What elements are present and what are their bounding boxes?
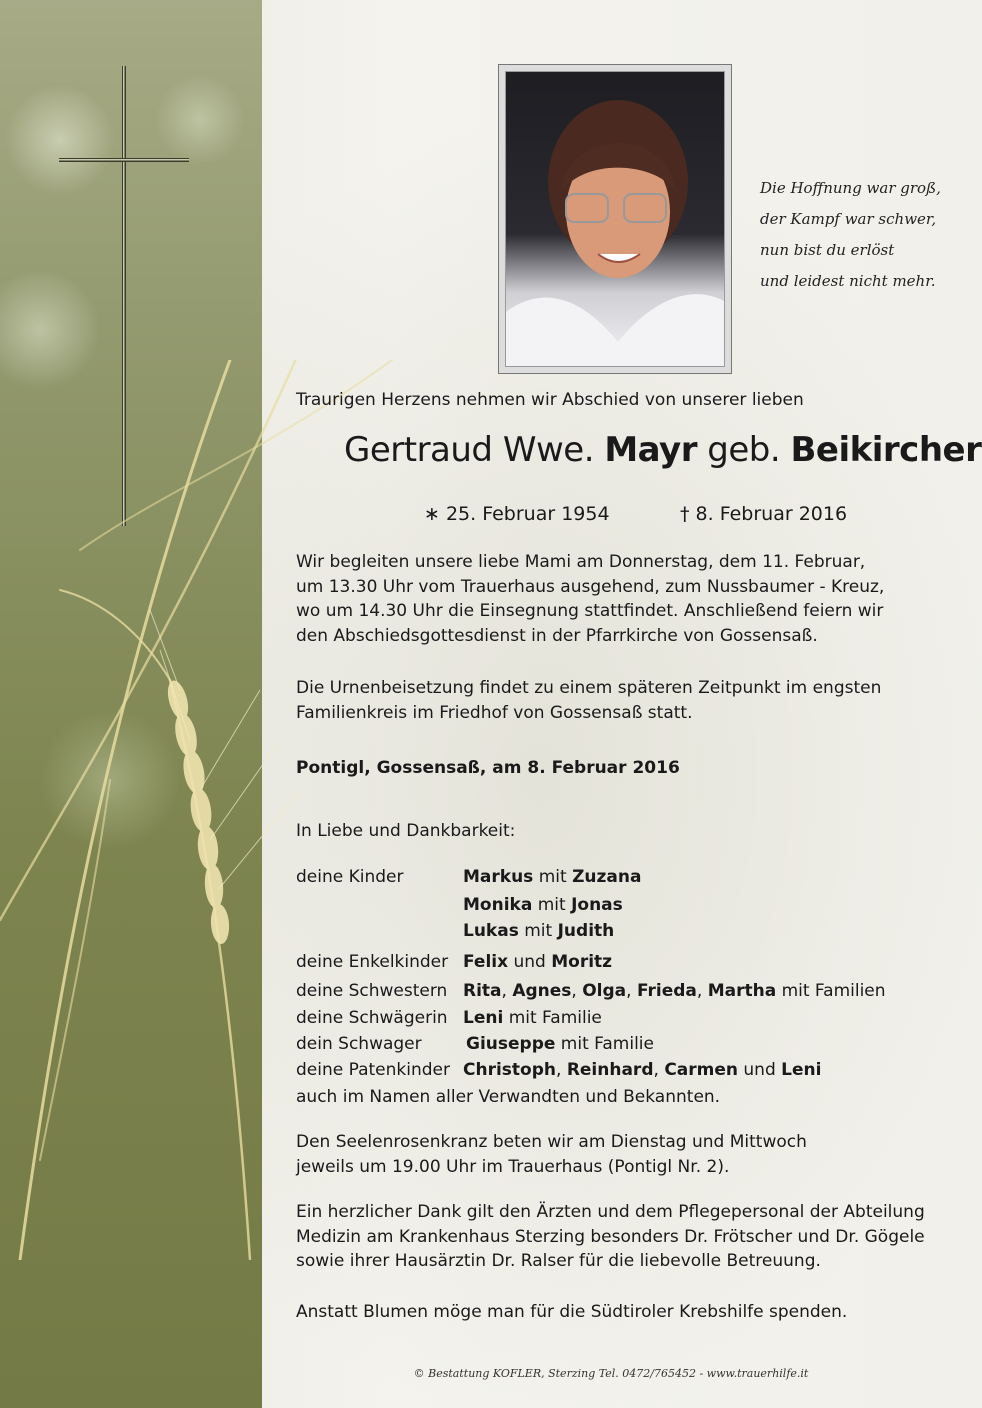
godchildren-names: Christoph, Reinhard, Carmen und Leni [463, 1060, 822, 1080]
name-title: Wwe. [502, 430, 594, 470]
child-entry [463, 895, 623, 915]
suffix-text: mit Familie [503, 1008, 602, 1028]
quote-line: der Kampf war schwer, [760, 210, 937, 228]
sister-name: Martha [707, 981, 777, 1001]
quote-line: nun bist du erlöst [760, 241, 895, 259]
suffix-text: mit Familien [776, 981, 886, 1001]
partner-name: Zuzana [572, 867, 642, 887]
grandchild-name: Moritz [551, 952, 613, 972]
sisters-label: deine Schwestern [296, 981, 448, 1001]
quote-line: Die Hoffnung war groß, [760, 179, 941, 197]
sister-name: Agnes [512, 981, 572, 1001]
urn-line: Familienkreis im Friedhof von Gossensaß statt. [296, 702, 693, 723]
child-entry [463, 921, 614, 941]
gratitude-heading: In Liebe und Dankbarkeit: [296, 821, 516, 841]
quote-line: und leidest nicht mehr. [760, 272, 936, 290]
godchild-name: Leni [781, 1060, 822, 1080]
child-entry [463, 867, 641, 887]
sister-in-law-label: deine Schwägerin [296, 1008, 448, 1028]
thanks-line: Medizin am Krankenhaus Sterzing besonders Dr. Frötscher und Dr. Gögele [296, 1226, 925, 1247]
rosary-paragraph [296, 1130, 807, 1179]
joiner-text: und [738, 1060, 782, 1080]
brother-in-law-name: Giuseppe [466, 1034, 556, 1054]
sister-name: Frieda [636, 981, 697, 1001]
godchild-name: Christoph [463, 1060, 556, 1080]
nee-label: geb. [707, 430, 781, 470]
funeral-line: Wir begleiten unsere liebe Mami am Donnerstag, dem 11. Februar, [296, 552, 866, 572]
godchildren-label: deine Patenkinder [296, 1060, 450, 1080]
joiner-text: mit [518, 921, 558, 941]
sister-in-law-name: Leni [463, 1008, 504, 1028]
wheat-stalk-decoration [0, 360, 520, 1260]
last-name: Mayr [604, 430, 697, 470]
godchild-name: Reinhard [566, 1060, 654, 1080]
funeral-line: wo um 14.30 Uhr die Einsegnung stattfindet. Anschließend feiern wir [296, 601, 884, 621]
sister-name: Olga [582, 981, 627, 1001]
funeral-line: um 13.30 Uhr vom Trauerhaus ausgehend, zum Nussbaumer - Kreuz, [296, 576, 885, 597]
partner-name: Judith [557, 921, 615, 941]
rosary-line: jeweils um 19.00 Uhr im Trauerhaus (Pontigl Nr. 2). [296, 1156, 730, 1177]
urn-line: Die Urnenbeisetzung findet zu einem späteren Zeitpunkt im engsten [296, 678, 882, 698]
partner-name: Jonas [571, 895, 623, 915]
children-label: deine Kinder [296, 867, 404, 887]
deceased-name [344, 430, 981, 470]
all-relatives-line: auch im Namen aller Verwandten und Bekannten. [296, 1087, 721, 1107]
flowers-line: Anstatt Blumen möge man für die Südtiroler Krebshilfe spenden. [296, 1302, 848, 1322]
child-name: Lukas [463, 921, 519, 941]
urn-paragraph [296, 676, 881, 725]
portrait-photo-frame [498, 64, 732, 374]
sister-name: Rita [463, 981, 502, 1001]
brother-in-law-label: dein Schwager [296, 1034, 422, 1054]
brother-in-law-names [466, 1034, 654, 1054]
first-name: Gertraud [344, 430, 493, 470]
child-name: Markus [463, 867, 534, 887]
footer-credit: © Bestattung KOFLER, Sterzing Tel. 0472/765452 - www.trauerhilfe.it [413, 1367, 809, 1380]
grandchildren-label: deine Enkelkinder [296, 952, 449, 972]
portrait-photo [505, 71, 725, 367]
maiden-name: Beikircher [790, 430, 982, 470]
sister-in-law-names [463, 1008, 602, 1028]
place-date: Pontigl, Gossensaß, am 8. Februar 2016 [296, 758, 680, 778]
joiner-text: mit [533, 867, 573, 887]
rosary-line: Den Seelenrosenkranz beten wir am Dienstag und Mittwoch [296, 1132, 807, 1152]
death-date: † 8. Februar 2016 [680, 503, 848, 525]
joiner-text: und [508, 952, 552, 972]
grandchildren-names [463, 952, 612, 972]
godchild-name: Carmen [664, 1060, 738, 1080]
funeral-line: den Abschiedsgottesdienst in der Pfarrkirche von Gossensaß. [296, 625, 818, 646]
suffix-text: mit Familie [555, 1034, 654, 1054]
thanks-line: sowie ihrer Hausärztin Dr. Ralser für die liebevolle Betreuung. [296, 1251, 821, 1271]
thanks-paragraph [296, 1200, 925, 1274]
sisters-names: Rita, Agnes, Olga, Frieda, Martha mit Familien [463, 981, 886, 1001]
intro-text: Traurigen Herzens nehmen wir Abschied von unserer lieben [296, 390, 804, 410]
memorial-quote [760, 173, 970, 297]
birth-date: ∗ 25. Februar 1954 [424, 503, 610, 525]
child-name: Monika [463, 895, 533, 915]
joiner-text: mit [532, 895, 572, 915]
funeral-paragraph [296, 550, 884, 648]
thanks-line: Ein herzlicher Dank gilt den Ärzten und dem Pflegepersonal der Abteilung [296, 1202, 925, 1222]
grandchild-name: Felix [463, 952, 509, 972]
